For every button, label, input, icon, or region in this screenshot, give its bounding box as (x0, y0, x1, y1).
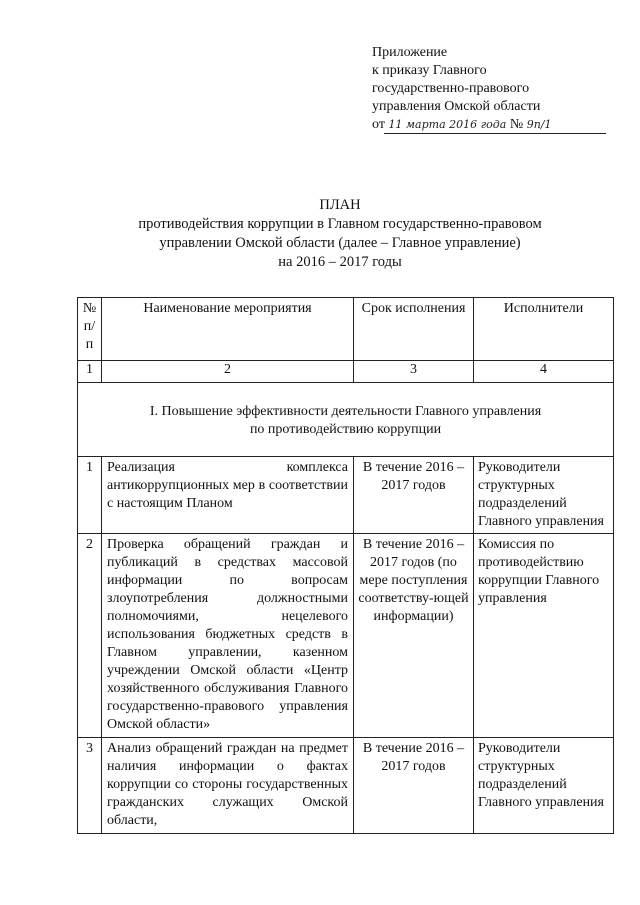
order-date-line (372, 116, 552, 134)
section-row (78, 383, 614, 457)
from-label: от (372, 117, 385, 132)
row-term: В течение 2016 – 2017 годов (по мере поступления соответству-ющей информации) (354, 534, 474, 738)
column-number: 3 (354, 361, 474, 383)
plan-table (77, 297, 614, 834)
section-title-line: по противодействию коррупции (249, 422, 442, 437)
row-name: Реализация комплекса антикоррупционных мер в соответствии с настоящим Планом (102, 457, 354, 534)
appendix-line: Приложение (372, 45, 448, 60)
row-name: Проверка обращений граждан и публикаций в средствах массовой информации по вопросам злоупотребления должностными полномочиями, нецелевого использования бюджетных средств в Главном управлении, казенном учреждении Омской области «Центр хозяйственного обслуживания Главного государственно-правового управления Омской области» (102, 534, 354, 738)
section-title-line: I. Повышение эффективности деятельности Главного управления (149, 404, 542, 419)
row-exec: Руководители структурных подразделений Главного управления (474, 457, 614, 534)
section-title (78, 383, 614, 457)
row-num: 2 (78, 534, 102, 738)
column-number: 2 (102, 361, 354, 383)
handwritten-date: 11 марта 2016 года (388, 118, 507, 131)
row-num: 3 (78, 738, 102, 834)
column-number-row (78, 361, 614, 383)
title-line: ПЛАН (319, 197, 361, 213)
table-row (78, 534, 614, 738)
appendix-line: управления Омской области (372, 99, 541, 114)
header-exec: Исполнители (474, 298, 614, 361)
handwritten-number: 9п/1 (526, 118, 552, 131)
column-number: 1 (78, 361, 102, 383)
row-num: 1 (78, 457, 102, 534)
table-row (78, 738, 614, 834)
table-header-row (78, 298, 614, 361)
title-line: противодействия коррупции в Главном государственно-правовом (138, 216, 542, 232)
header-term: Срок исполнения (354, 298, 474, 361)
appendix-line: государственно-правового (372, 81, 530, 96)
signature-underline (384, 133, 606, 134)
header-name: Наименование мероприятия (102, 298, 354, 361)
appendix-block (372, 44, 552, 134)
table-row (78, 457, 614, 534)
title-line: управлении Омской области (далее – Главное управление) (159, 235, 521, 251)
row-term: В течение 2016 – 2017 годов (354, 738, 474, 834)
column-number: 4 (474, 361, 614, 383)
title-line: на 2016 – 2017 годы (278, 254, 402, 270)
row-name: Анализ обращений граждан на предмет наличия информации о фактах коррупции со стороны государственных гражданских служащих Омской области, (102, 738, 354, 834)
appendix-line: к приказу Главного (372, 63, 487, 78)
number-label: № (509, 117, 524, 132)
row-exec: Руководители структурных подразделений Главного управления (474, 738, 614, 834)
row-exec: Комиссия по противодействию коррупции Главного управления (474, 534, 614, 738)
document-title (60, 196, 620, 272)
header-num: № п/п (78, 298, 102, 361)
row-term: В течение 2016 – 2017 годов (354, 457, 474, 534)
